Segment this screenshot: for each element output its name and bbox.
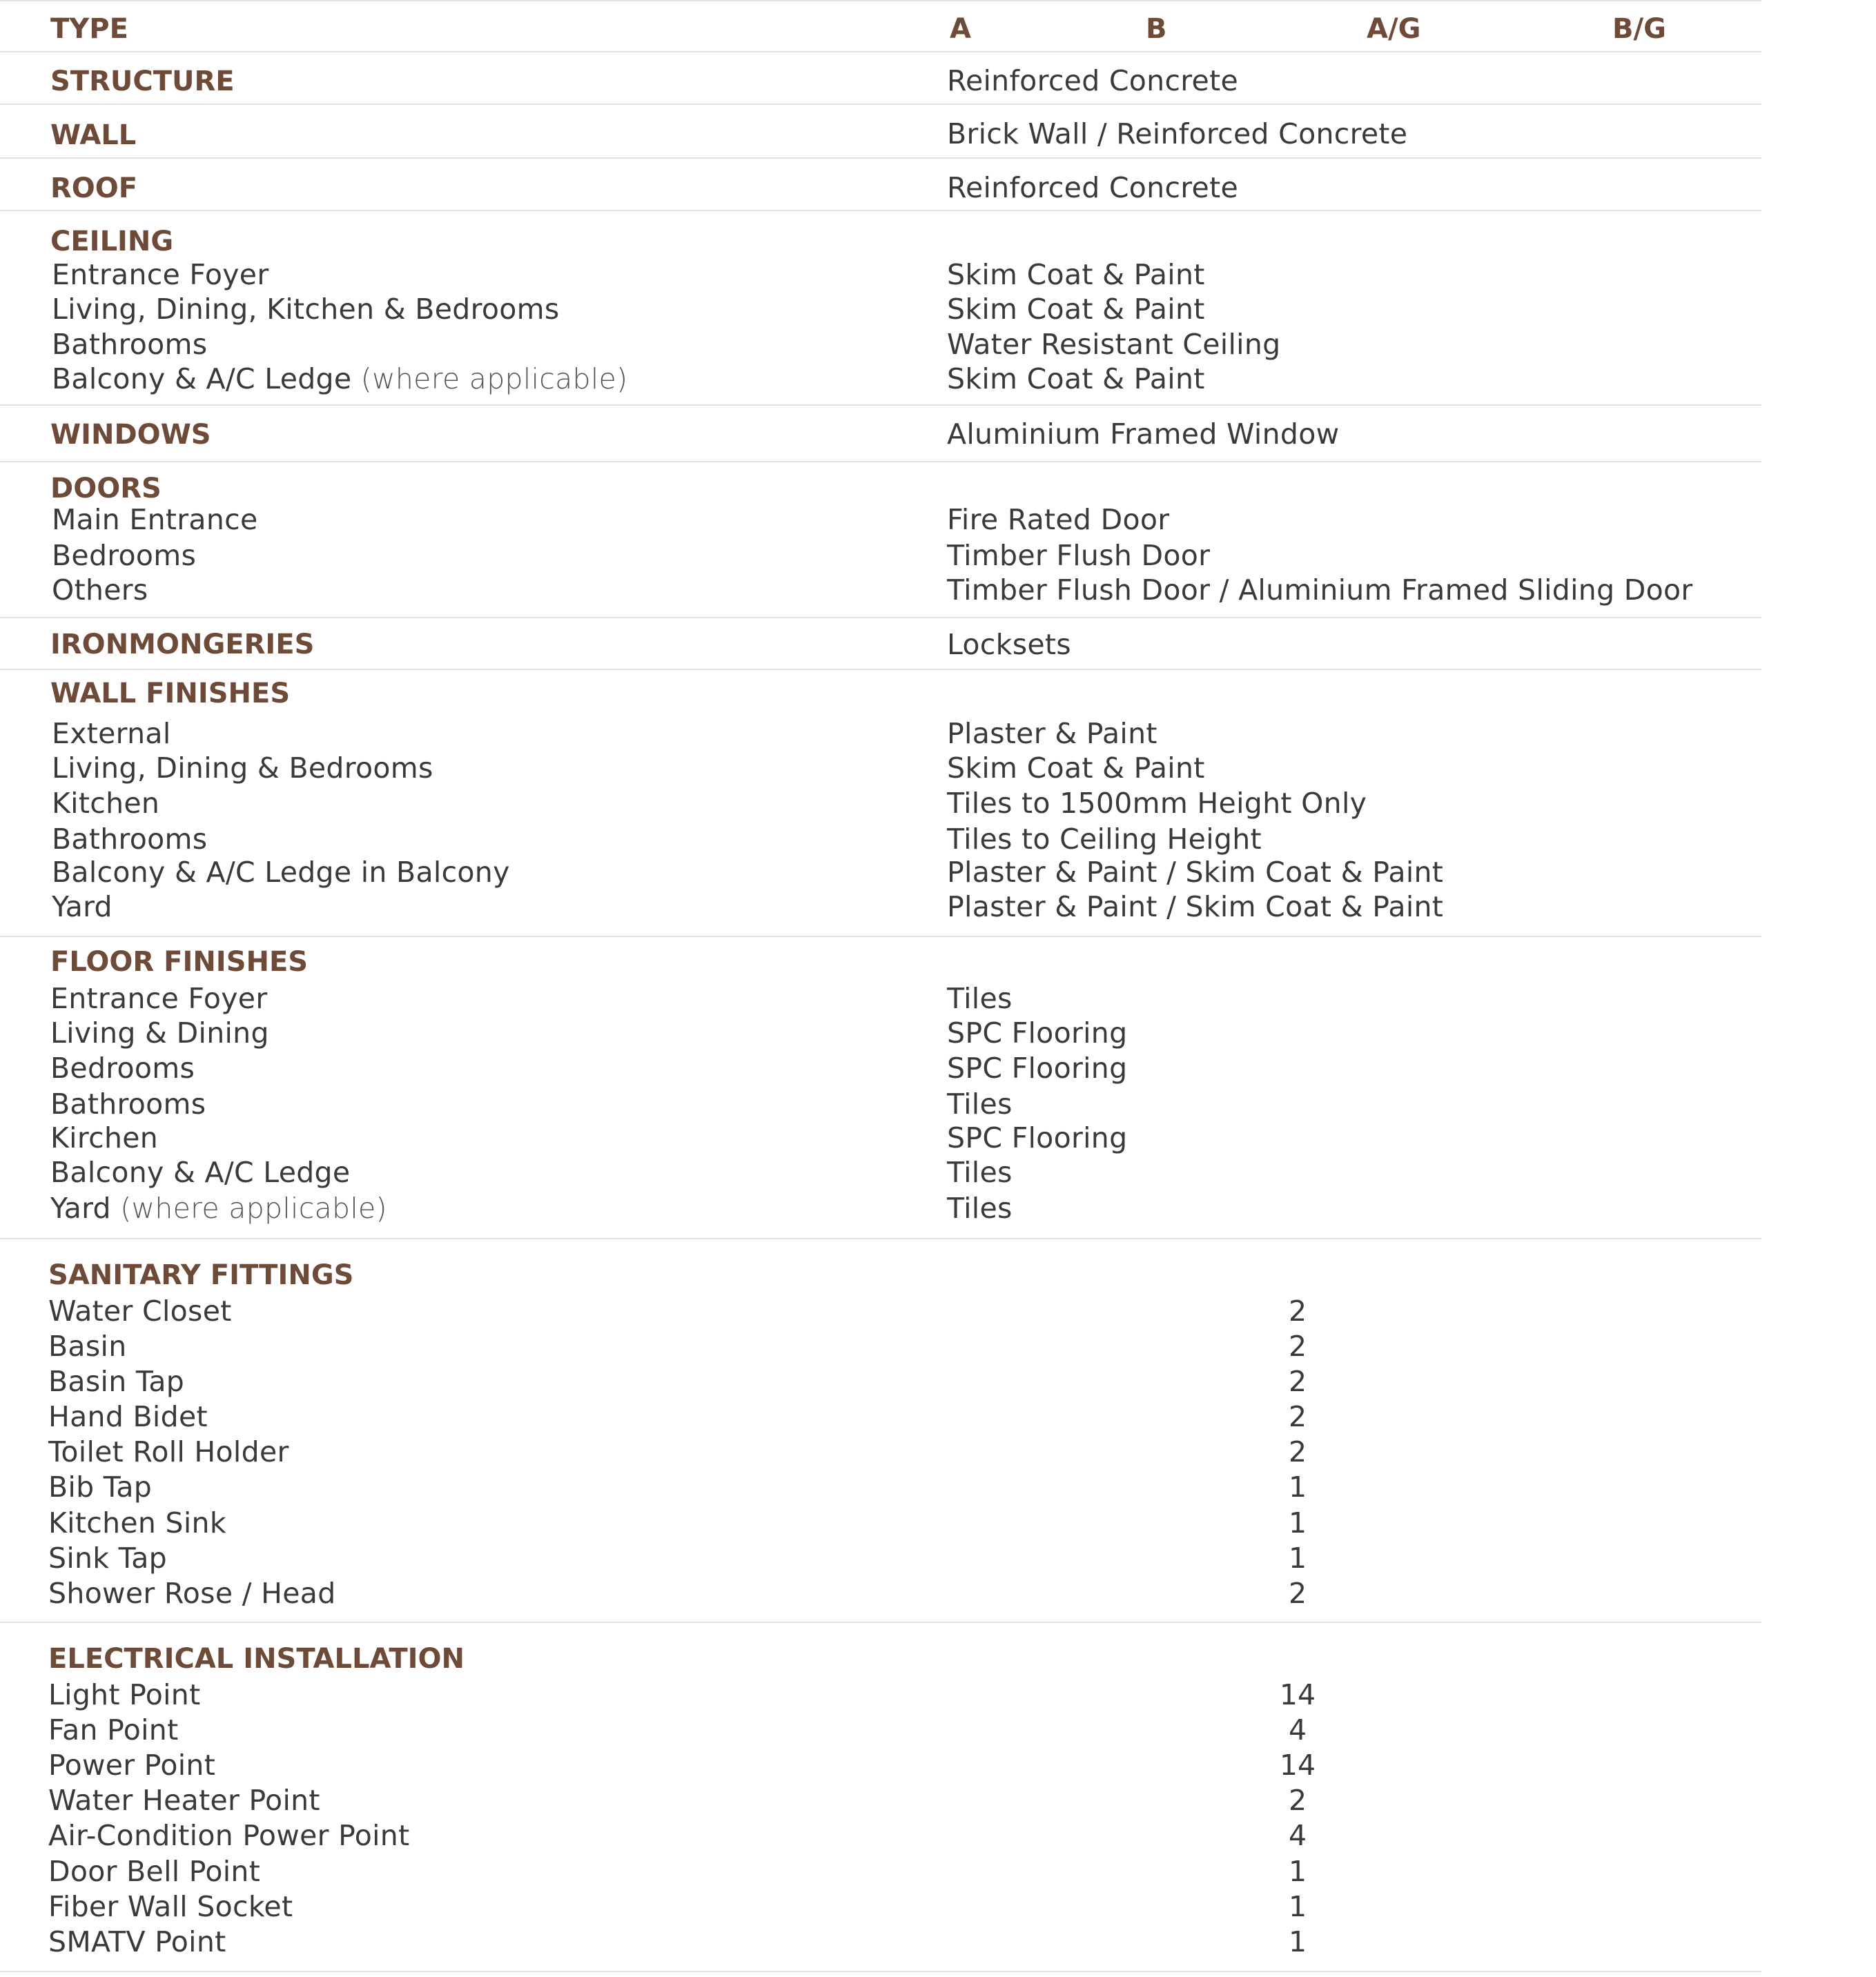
windows-spec: Aluminium Framed Window	[947, 417, 1340, 451]
floor-finishes-spec: Tiles	[947, 982, 1013, 1015]
electrical-item: Air-Condition Power Point	[48, 1819, 410, 1852]
doors-item: Main Entrance	[52, 503, 258, 536]
wall-finishes-spec: Plaster & Paint / Skim Coat & Paint	[947, 856, 1444, 889]
floor-finishes-heading: FLOOR FINISHES	[50, 946, 309, 978]
wall-heading: WALL	[50, 119, 137, 151]
type-header-label: TYPE	[50, 13, 128, 45]
electrical-qty: 14	[1279, 1678, 1316, 1711]
electrical-qty: 1	[1288, 1925, 1307, 1958]
wall-finishes-item: External	[52, 717, 171, 750]
ceiling-spec: Water Resistant Ceiling	[947, 328, 1281, 361]
divider	[0, 0, 1761, 1]
floor-finishes-item: Bedrooms	[50, 1052, 195, 1085]
sanitary-qty: 2	[1288, 1400, 1307, 1433]
divider	[0, 404, 1761, 406]
sanitary-item: Water Closet	[48, 1295, 232, 1328]
electrical-item: Light Point	[48, 1678, 201, 1711]
wall-finishes-item: Yard	[52, 890, 113, 923]
electrical-qty: 4	[1288, 1713, 1307, 1747]
electrical-item: SMATV Point	[48, 1925, 226, 1958]
divider	[0, 936, 1761, 937]
wall-finishes-spec: Tiles to 1500mm Height Only	[947, 787, 1367, 820]
sanitary-qty: 2	[1288, 1435, 1307, 1468]
roof-spec: Reinforced Concrete	[947, 171, 1238, 204]
floor-finishes-item-label: Yard	[50, 1192, 111, 1225]
type-column-ag: A/G	[1367, 13, 1421, 45]
sanitary-item: Bib Tap	[48, 1471, 153, 1504]
ceiling-item: Entrance Foyer	[52, 258, 269, 291]
floor-finishes-spec: Tiles	[947, 1088, 1013, 1121]
ceiling-heading: CEILING	[50, 226, 174, 257]
structure-heading: STRUCTURE	[50, 66, 235, 97]
floor-finishes-item: Balcony & A/C Ledge	[50, 1156, 351, 1189]
electrical-item: Power Point	[48, 1749, 216, 1782]
electrical-installation-heading: ELECTRICAL INSTALLATION	[48, 1643, 465, 1675]
ceiling-item-note: (where applicable)	[360, 362, 628, 395]
electrical-item: Door Bell Point	[48, 1855, 261, 1888]
floor-finishes-spec: Tiles	[947, 1156, 1013, 1189]
electrical-item: Water Heater Point	[48, 1784, 320, 1817]
sanitary-qty: 1	[1288, 1542, 1307, 1575]
floor-finishes-item: Kirchen	[50, 1121, 159, 1154]
divider	[0, 104, 1761, 105]
sanitary-qty: 2	[1288, 1577, 1307, 1610]
wall-finishes-spec: Skim Coat & Paint	[947, 751, 1205, 785]
divider	[0, 461, 1761, 462]
floor-finishes-spec: SPC Flooring	[947, 1016, 1128, 1050]
ceiling-spec: Skim Coat & Paint	[947, 293, 1205, 326]
doors-item: Others	[52, 573, 148, 607]
sanitary-qty: 1	[1288, 1471, 1307, 1504]
wall-finishes-item: Living, Dining & Bedrooms	[52, 751, 433, 785]
sanitary-item: Hand Bidet	[48, 1400, 208, 1433]
ceiling-item-label: Balcony & A/C Ledge	[52, 362, 352, 395]
doors-spec: Fire Rated Door	[947, 503, 1170, 536]
windows-heading: WINDOWS	[50, 419, 211, 451]
wall-finishes-item: Bathrooms	[52, 823, 208, 856]
wall-finishes-item: Kitchen	[52, 787, 160, 820]
divider	[0, 669, 1761, 670]
sanitary-qty: 2	[1288, 1295, 1307, 1328]
divider	[0, 1971, 1761, 1972]
sanitary-qty: 2	[1288, 1365, 1307, 1398]
electrical-item: Fan Point	[48, 1713, 179, 1747]
divider	[0, 1622, 1761, 1623]
sanitary-qty: 2	[1288, 1330, 1307, 1363]
ceiling-spec: Skim Coat & Paint	[947, 362, 1205, 395]
wall-finishes-spec: Plaster & Paint	[947, 717, 1157, 750]
electrical-item: Fiber Wall Socket	[48, 1890, 293, 1923]
ceiling-spec: Skim Coat & Paint	[947, 258, 1205, 291]
sanitary-item: Sink Tap	[48, 1542, 167, 1575]
floor-finishes-spec: SPC Flooring	[947, 1052, 1128, 1085]
ceiling-item: Living, Dining, Kitchen & Bedrooms	[52, 293, 560, 326]
floor-finishes-item-note: (where applicable)	[120, 1192, 387, 1225]
ceiling-item: Bathrooms	[52, 328, 208, 361]
wall-finishes-item: Balcony & A/C Ledge in Balcony	[52, 856, 510, 889]
sanitary-item: Shower Rose / Head	[48, 1577, 336, 1610]
floor-finishes-item: Entrance Foyer	[50, 982, 268, 1015]
type-column-bg: B/G	[1612, 13, 1666, 45]
wall-finishes-heading: WALL FINISHES	[50, 678, 291, 709]
floor-finishes-spec: Tiles	[947, 1192, 1013, 1225]
electrical-qty: 1	[1288, 1855, 1307, 1888]
divider	[0, 1238, 1761, 1239]
ironmongeries-heading: IRONMONGERIES	[50, 629, 315, 660]
floor-finishes-spec: SPC Flooring	[947, 1121, 1128, 1154]
floor-finishes-item: Bathrooms	[50, 1088, 206, 1121]
type-column-b: B	[1146, 13, 1167, 45]
divider	[0, 210, 1761, 211]
electrical-qty: 1	[1288, 1890, 1307, 1923]
sanitary-item: Basin Tap	[48, 1365, 185, 1398]
doors-spec: Timber Flush Door	[947, 539, 1211, 572]
sanitary-qty: 1	[1288, 1506, 1307, 1540]
sanitary-item: Kitchen Sink	[48, 1506, 226, 1540]
ceiling-item	[52, 362, 628, 395]
roof-heading: ROOF	[50, 173, 138, 204]
divider	[0, 157, 1761, 159]
floor-finishes-item: Living & Dining	[50, 1016, 269, 1050]
electrical-qty: 2	[1288, 1784, 1307, 1817]
ironmongeries-spec: Locksets	[947, 628, 1071, 661]
sanitary-fittings-heading: SANITARY FITTINGS	[48, 1259, 354, 1291]
electrical-qty: 14	[1279, 1749, 1316, 1782]
divider	[0, 617, 1761, 618]
wall-finishes-spec: Plaster & Paint / Skim Coat & Paint	[947, 890, 1444, 923]
sanitary-item: Toilet Roll Holder	[48, 1435, 289, 1468]
type-column-a: A	[950, 13, 971, 45]
electrical-qty: 4	[1288, 1819, 1307, 1852]
doors-spec: Timber Flush Door / Aluminium Framed Sliding Door	[947, 573, 1693, 607]
wall-finishes-spec: Tiles to Ceiling Height	[947, 823, 1262, 856]
doors-heading: DOORS	[50, 473, 162, 504]
doors-item: Bedrooms	[52, 539, 197, 572]
divider	[0, 51, 1761, 52]
floor-finishes-item	[50, 1194, 387, 1223]
sanitary-item: Basin	[48, 1330, 127, 1363]
wall-spec: Brick Wall / Reinforced Concrete	[947, 117, 1408, 150]
structure-spec: Reinforced Concrete	[947, 64, 1238, 97]
